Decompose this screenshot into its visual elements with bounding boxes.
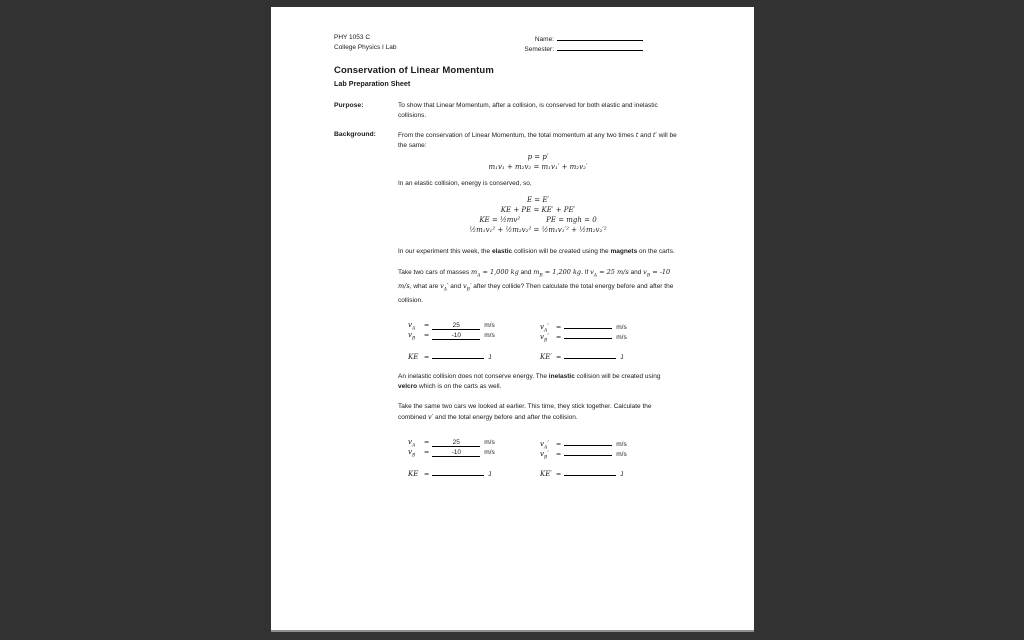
vb-prime-row xyxy=(540,444,627,460)
purpose-text: To show that Linear Momentum, after a collision, is conserved for both elastic and inelastic collisions. xyxy=(398,102,658,119)
text-run: ′ xyxy=(447,282,449,291)
text-run: = -10 m/s xyxy=(398,268,671,291)
va-row xyxy=(408,320,540,330)
vb-prime-value-blank xyxy=(564,447,612,456)
equation-pe-def: PE = mgh = 0 xyxy=(546,216,597,224)
text-run: which is on the carts as well. xyxy=(417,382,502,390)
unit-label: m/s xyxy=(484,438,495,446)
vb-value-blank: -10 xyxy=(432,331,480,340)
document-page xyxy=(271,7,754,630)
name-label: Name: xyxy=(534,36,554,43)
text-run: v xyxy=(408,437,412,446)
document-title: Conservation of Linear Momentum xyxy=(334,65,494,76)
prime-mark: ′ xyxy=(547,322,549,331)
purpose-section xyxy=(334,101,726,121)
vb-prime-row xyxy=(540,327,627,343)
text-run: t′ xyxy=(652,131,657,139)
ke-prime-row xyxy=(540,350,627,360)
unit-label: m/s xyxy=(616,450,627,458)
vb-prime-symbol xyxy=(540,332,554,346)
semester-label: Semester: xyxy=(524,46,554,53)
prime-mark: ′ xyxy=(547,439,549,448)
text-run: v xyxy=(408,330,412,339)
text-run: An inelastic collision does not conserve energy. The xyxy=(398,372,549,380)
va-value-blank: 25 xyxy=(432,438,480,447)
text-run-bold: elastic xyxy=(491,248,513,255)
unit-label: J xyxy=(620,353,624,361)
subscript: A xyxy=(411,325,416,331)
va-prime-value-blank xyxy=(564,437,612,446)
text-run: and xyxy=(638,132,653,139)
ke-value-blank xyxy=(432,467,484,476)
subscript: A xyxy=(543,444,548,450)
ke-prime-symbol: KE′ xyxy=(540,469,552,478)
equals-sign: = xyxy=(423,352,430,361)
vb-prime-symbol xyxy=(540,449,554,463)
text-run-bold: magnets xyxy=(610,248,638,255)
va-prime-value-blank xyxy=(564,320,612,329)
text-run: v xyxy=(440,282,444,291)
text-run: and xyxy=(518,269,534,276)
equals-sign: = xyxy=(555,439,562,448)
unit-label: m/s xyxy=(484,321,495,329)
equals-sign: = xyxy=(555,449,562,458)
text-run: v′ xyxy=(428,412,434,421)
background-intro-text xyxy=(398,130,678,151)
subscript: B xyxy=(411,335,416,341)
semester-blank-field xyxy=(557,43,643,51)
text-run: v xyxy=(540,322,544,331)
subscript: B xyxy=(543,337,548,343)
equals-sign: = xyxy=(555,322,562,331)
unit-label: m/s xyxy=(616,440,627,448)
ke-symbol: KE xyxy=(408,469,419,478)
text-run: = 25 m/s xyxy=(597,268,629,276)
equation-kepe: KE + PE = KE′ + PE′ xyxy=(500,206,576,214)
subscript: A xyxy=(593,273,598,279)
unit-label: m/s xyxy=(484,448,495,456)
unit-label: J xyxy=(488,353,492,361)
text-run: t xyxy=(635,131,639,139)
equation-e: E = E′ xyxy=(526,196,550,204)
text-run: and xyxy=(448,283,463,291)
document-subtitle: Lab Preparation Sheet xyxy=(334,79,411,88)
text-run: and xyxy=(628,269,644,276)
inelastic-problem-text xyxy=(398,402,678,423)
equals-sign: = xyxy=(423,437,430,446)
text-run: after they collide? Then calculate the total energy before and after the collision. xyxy=(398,283,674,304)
va-prime-row xyxy=(540,320,627,333)
elastic-problem-text xyxy=(398,267,678,306)
vb-prime-value-blank xyxy=(564,330,612,339)
elastic-energy-text: In an elastic collision, energy is conserved, so, xyxy=(398,180,532,187)
ke-row xyxy=(408,467,540,477)
text-run: Take the same two cars we looked at earlier. This time, they stick together. Calculate the combined xyxy=(398,402,652,421)
ke-prime-symbol: KE′ xyxy=(540,352,552,361)
va-prime-row xyxy=(540,437,627,450)
text-run: collision will be created using xyxy=(574,372,661,380)
equals-sign: = xyxy=(555,332,562,341)
text-run: = 1,200 kg xyxy=(542,268,582,276)
vb-symbol xyxy=(408,447,422,461)
course-code: PHY 1053 C xyxy=(334,34,371,41)
text-run: v xyxy=(408,447,412,456)
name-blank-field xyxy=(557,33,643,41)
equals-sign: = xyxy=(423,469,430,478)
ke-value-blank xyxy=(432,350,484,359)
equation-ke-def: KE = ½mv² xyxy=(479,216,521,224)
subscript: A xyxy=(543,327,548,333)
text-run: From the conservation of Linear Momentum, the total momentum at any two times xyxy=(398,132,636,139)
equals-sign: = xyxy=(423,447,430,456)
unit-label: m/s xyxy=(484,331,495,339)
text-run: m xyxy=(470,268,478,276)
subscript: B xyxy=(466,287,470,293)
ke-row xyxy=(408,350,540,360)
va-row xyxy=(408,437,540,447)
text-run: v xyxy=(540,332,544,341)
document-header xyxy=(334,33,643,53)
energy-equations xyxy=(398,195,690,235)
inelastic-collision-worksheet xyxy=(408,437,690,477)
subscript: B xyxy=(543,454,548,460)
subscript: A xyxy=(443,287,447,293)
text-run: will be the same: xyxy=(398,132,677,149)
vb-row xyxy=(408,330,540,340)
ke-symbol: KE xyxy=(408,352,419,361)
inelastic-intro-text xyxy=(398,372,678,392)
text-run: and the total energy before and after the collision. xyxy=(433,413,578,421)
text-run: , what are xyxy=(409,283,441,291)
text-run-bold: inelastic xyxy=(548,372,575,380)
text-run: = 1,000 kg xyxy=(480,268,519,276)
prime-mark: ′ xyxy=(547,332,549,341)
unit-label: J xyxy=(620,470,624,478)
equation-definitions xyxy=(398,215,678,225)
ke-prime-value-blank xyxy=(564,350,616,359)
text-run: collision will be created using the xyxy=(512,248,611,255)
unit-label: J xyxy=(488,470,492,478)
experiment-text xyxy=(398,247,678,257)
text-run: ′ xyxy=(469,282,472,291)
unit-label: m/s xyxy=(616,333,627,341)
equals-sign: = xyxy=(423,330,430,339)
subscript: B xyxy=(411,452,416,458)
subscript: A xyxy=(477,273,481,279)
equals-sign: = xyxy=(555,469,562,478)
text-run: Take two cars of masses xyxy=(398,269,471,276)
vb-value-blank: -10 xyxy=(432,448,480,457)
ke-prime-row xyxy=(540,467,627,477)
text-run: m xyxy=(533,268,540,276)
text-run: In our experiment this week, the xyxy=(398,248,492,255)
equals-sign: = xyxy=(555,352,562,361)
purpose-label: Purpose: xyxy=(334,102,364,109)
text-run: v xyxy=(590,268,594,276)
text-run: v xyxy=(462,282,467,291)
background-section xyxy=(334,130,726,477)
vb-symbol xyxy=(408,330,422,344)
text-run: v xyxy=(408,320,412,329)
equals-sign: = xyxy=(423,320,430,329)
momentum-equations xyxy=(398,152,690,172)
text-run: v xyxy=(540,439,544,448)
equation-energy-full: ½m₁v₁² + ½m₂v₂² = ½m₁v₁′² + ½m₂v₂′² xyxy=(469,226,607,234)
subscript: A xyxy=(411,442,416,448)
equation-momentum: m₁v₁ + m₂v₂ = m₁v₁′ + m₂v₂′ xyxy=(488,163,588,171)
text-run-bold: velcro xyxy=(398,382,418,390)
course-title: College Physics I Lab xyxy=(334,44,397,51)
ke-prime-value-blank xyxy=(564,467,616,476)
subscript: B xyxy=(646,273,651,279)
text-run: v xyxy=(540,449,544,458)
unit-label: m/s xyxy=(616,323,627,331)
subscript: B xyxy=(539,273,543,279)
text-run: . If xyxy=(581,269,591,276)
background-label: Background: xyxy=(334,131,376,138)
vb-row xyxy=(408,447,540,457)
equation-p: p = p′ xyxy=(527,153,549,161)
prime-mark: ′ xyxy=(547,449,549,458)
text-run: on the carts. xyxy=(637,248,675,255)
elastic-collision-worksheet xyxy=(408,320,690,360)
text-run: v xyxy=(643,268,647,276)
va-value-blank: 25 xyxy=(432,321,480,330)
